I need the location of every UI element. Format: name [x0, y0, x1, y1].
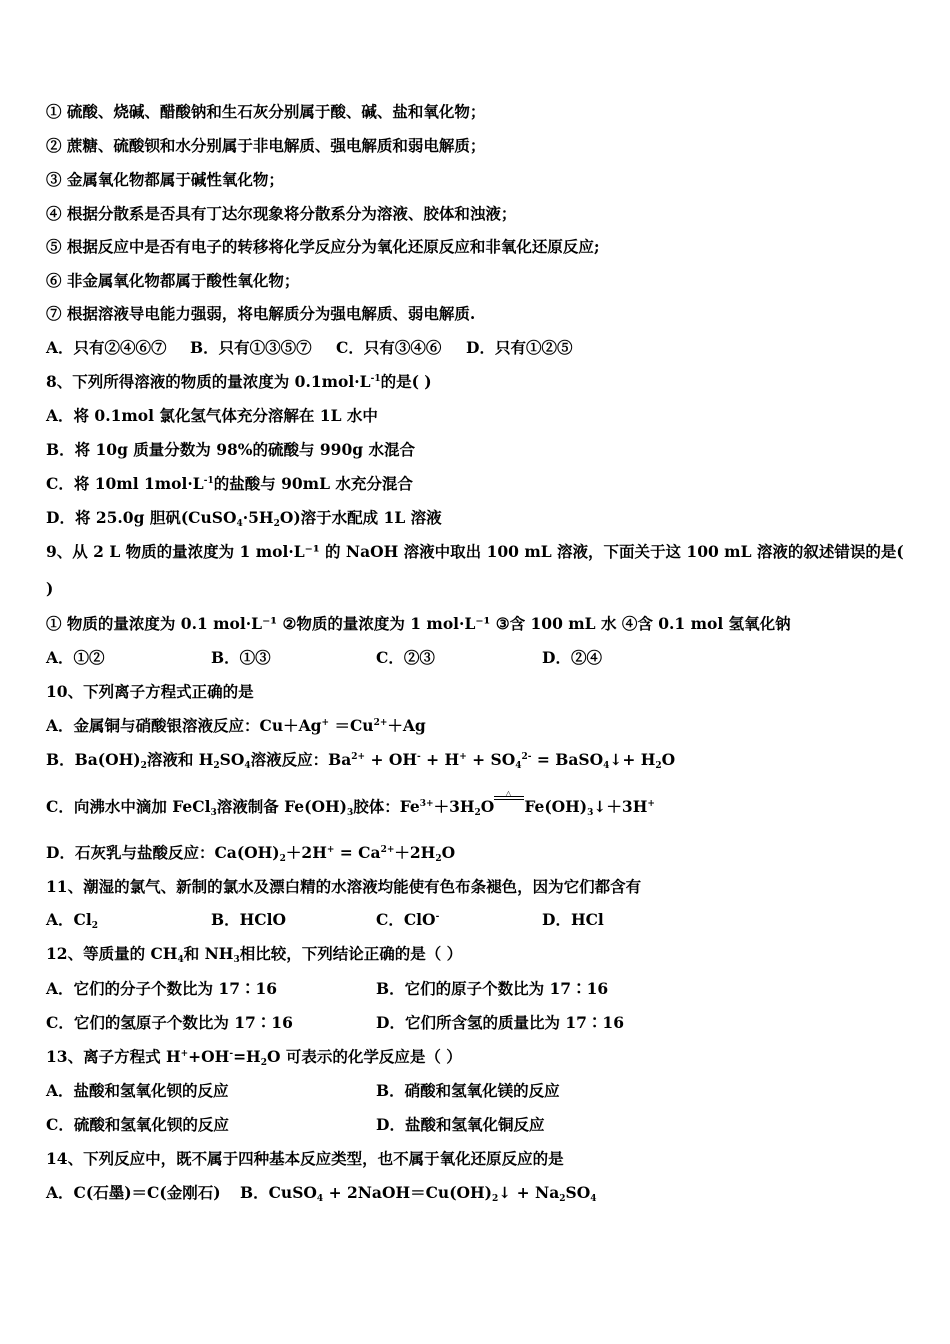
q7-option-c[interactable]: C．只有③④⑥: [336, 338, 442, 357]
q12-option-d[interactable]: D．它们所含氢的质量比为 17∶16: [376, 1013, 624, 1032]
q11-option-a[interactable]: A．$Cl_2$: [46, 910, 99, 931]
q10-option-c[interactable]: C．向沸水中滴加 FeCl$_3$溶液制备 $Fe(OH)_3$胶体：$Fe^{3+}+3H_2O$ △ $Fe(OH)_3↓+3H^+$: [46, 789, 655, 818]
q7-option-a[interactable]: A．只有②④⑥⑦: [46, 338, 167, 357]
q13-stem: 13、离子方程式 $H^++OH^-=H_2O$ 可表示的化学反应是（ ）: [46, 1047, 462, 1068]
q10-option-d[interactable]: D．石灰乳与盐酸反应：$Ca(OH)_2+2H^+ = Ca^{2+}+2H_2O$: [46, 843, 456, 864]
q9-stem-line1: 9、从 2 L 物质的量浓度为 1 mol·L⁻¹ 的 NaOH 溶液中取出 100 mL 溶液，下面关于这 100 mL 溶液的叙述错误的是(: [46, 542, 904, 561]
q11-stem: 11、潮湿的氯气、新制的氯水及漂白精的水溶液均能使有色布条褪色，因为它们都含有: [46, 877, 642, 896]
q8-stem: 8、下列所得溶液的物质的量浓度为 $0.1mol\cdot L^{-1}$的是( ): [46, 372, 432, 391]
q9-items: ① 物质的量浓度为 0.1 mol·L⁻¹ ②物质的量浓度为 1 mol·L⁻¹ ③含 100 mL 水 ④含 0.1 mol 氢氧化钠: [46, 614, 791, 633]
q13-option-a[interactable]: A．盐酸和氢氧化钡的反应: [46, 1081, 229, 1100]
q12-stem: 12、等质量的 $CH_4$和 $NH_3$相比较，下列结论正确的是（ ）: [46, 944, 463, 965]
q9-option-b[interactable]: B．①③: [211, 648, 271, 667]
statement-5: ⑤ 根据反应中是否有电子的转移将化学反应分为氧化还原反应和非氧化还原反应;: [46, 237, 600, 256]
q14-option-b[interactable]: B．CuSO$_4$ + $2NaOH=Cu(OH)_2↓ + Na_2SO_4$: [240, 1183, 597, 1204]
heating-equals-sign: △: [494, 796, 524, 810]
q7-option-d[interactable]: D．只有①②⑤: [466, 338, 573, 357]
statement-1: ① 硫酸、烧碱、醋酸钠和生石灰分别属于酸、碱、盐和氧化物；: [46, 102, 486, 121]
q14-stem: 14、下列反应中，既不属于四种基本反应类型，也不属于氧化还原反应的是: [46, 1149, 564, 1168]
q13-option-c[interactable]: C．硫酸和氢氧化钡的反应: [46, 1115, 229, 1134]
statement-2: ② 蔗糖、硫酸钡和水分别属于非电解质、强电解质和弱电解质；: [46, 136, 486, 155]
q13-option-b[interactable]: B．硝酸和氢氧化镁的反应: [376, 1081, 560, 1100]
q9-option-d[interactable]: D．②④: [542, 648, 602, 667]
q8-option-a[interactable]: A．将 0.1mol 氯化氢气体充分溶解在 1L 水中: [46, 406, 378, 425]
statement-6: ⑥ 非金属氧化物都属于酸性氧化物；: [46, 271, 300, 290]
q8-option-c[interactable]: C．将 10ml $1mol\cdot L^{-1}$的盐酸与 90mL 水充分混合: [46, 474, 413, 493]
q10-stem: 10、下列离子方程式正确的是: [46, 682, 254, 701]
q12-option-b[interactable]: B．它们的原子个数比为 17∶16: [376, 979, 609, 998]
q9-option-c[interactable]: C．②③: [376, 648, 435, 667]
q11-option-d[interactable]: D．HCl: [542, 910, 604, 929]
q10-option-a[interactable]: A．金属铜与硝酸银溶液反应：$Cu+Ag^+ =Cu^{2+}+Ag$: [46, 716, 426, 735]
q11-option-c[interactable]: C．ClO-: [376, 910, 440, 929]
q13-option-d[interactable]: D．盐酸和氢氧化铜反应: [376, 1115, 545, 1134]
q8-option-b[interactable]: B．将 10g 质量分数为 98%的硫酸与 990g 水混合: [46, 440, 415, 459]
q14-option-a[interactable]: A．C(石墨)＝C(金刚石): [46, 1183, 221, 1202]
q9-option-a[interactable]: A．①②: [46, 648, 105, 667]
q7-option-b[interactable]: B．只有①③⑤⑦: [190, 338, 312, 357]
q10-option-b[interactable]: B．$Ba(OH)_2$溶液和 $H_2SO_4$溶液反应：$Ba^{2+} + OH^- + H^+ + SO_4^{2-}$ = BaSO$_4$↓+ $H_2O$: [46, 750, 676, 771]
statement-7: ⑦ 根据溶液导电能力强弱，将电解质分为强电解质、弱电解质.: [46, 304, 476, 323]
q8-option-d[interactable]: D．将 25.0g 胆矾$(CuSO_4\cdot 5H_2O)$溶于水配成 1L 溶液: [46, 508, 442, 529]
q9-stem-line2: ): [46, 579, 54, 598]
q12-option-c[interactable]: C．它们的氢原子个数比为 17∶16: [46, 1013, 293, 1032]
statement-4: ④ 根据分散系是否具有丁达尔现象将分散系分为溶液、胶体和浊液；: [46, 204, 517, 223]
statement-3: ③ 金属氧化物都属于碱性氧化物；: [46, 170, 284, 189]
q11-option-b[interactable]: B．HClO: [211, 910, 286, 929]
q12-option-a[interactable]: A．它们的分子个数比为 17∶16: [46, 979, 278, 998]
